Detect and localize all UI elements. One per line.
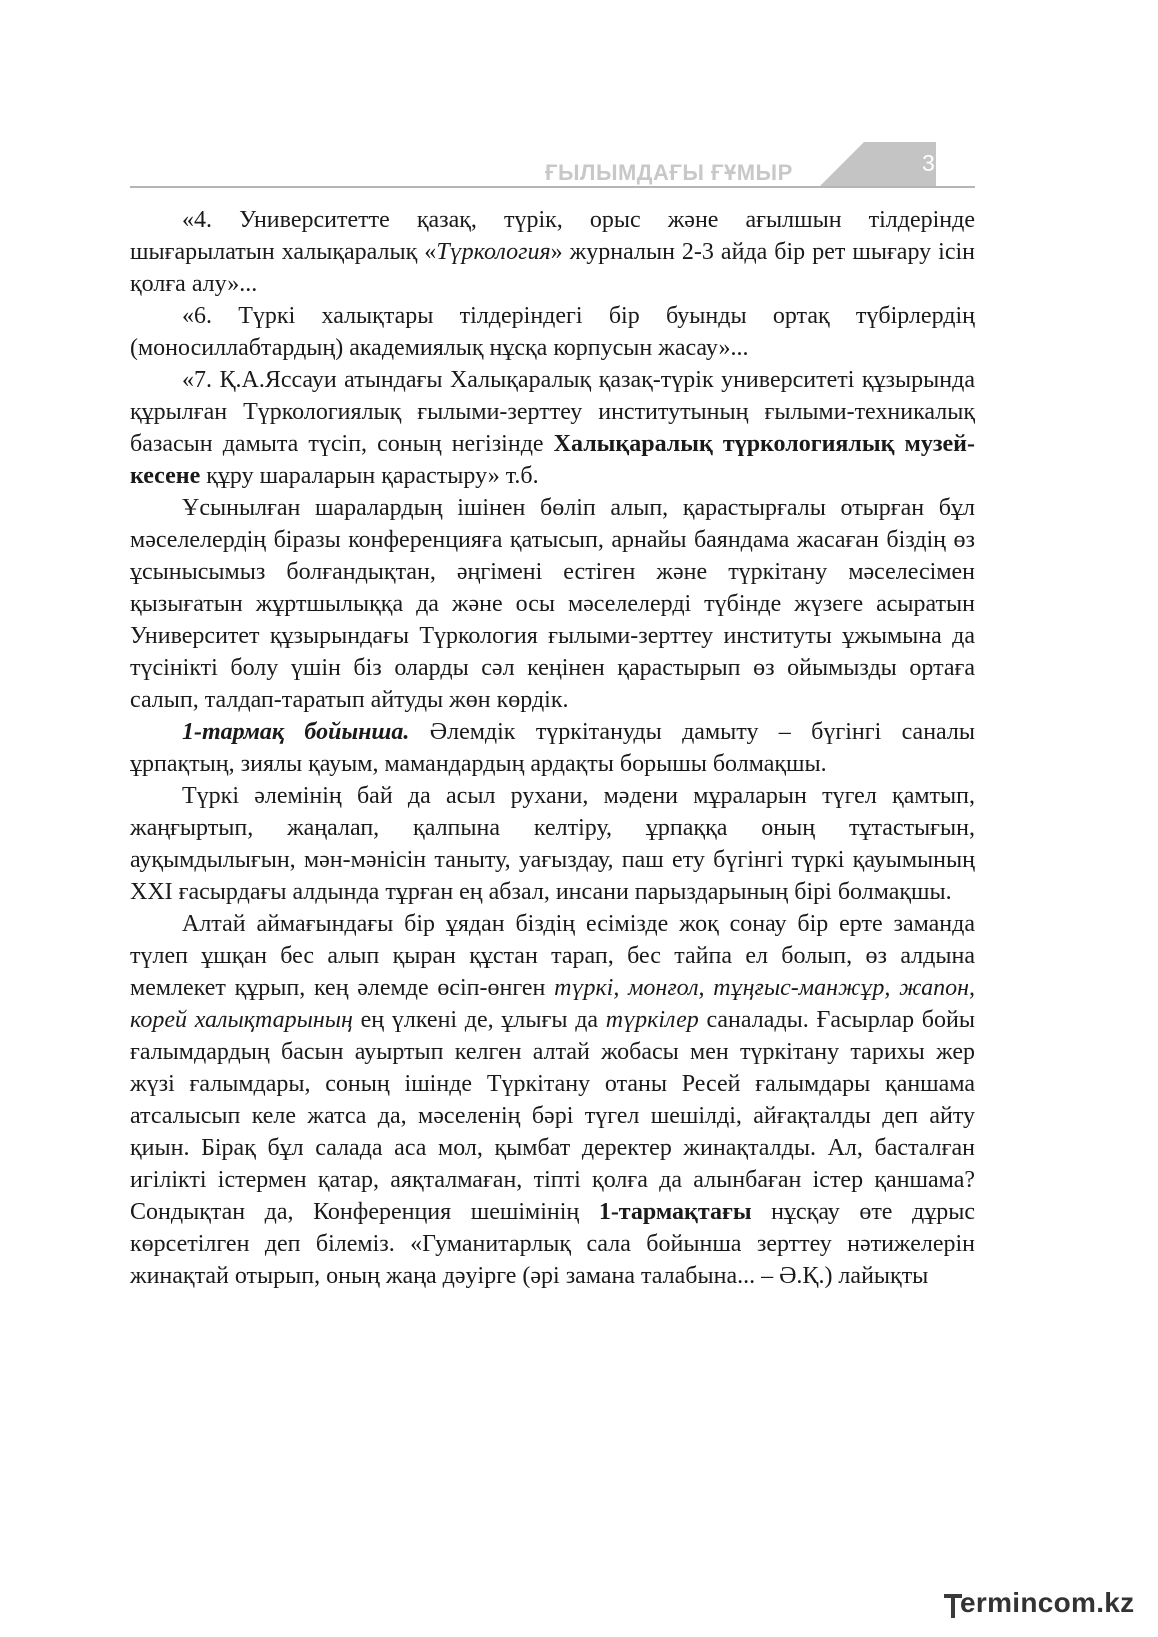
paragraph (130, 300, 975, 364)
text-run: Алтай аймағындағы бір ұядан біздің есімізде жоқ сонау бір ерте заманда түлеп ұшқан бес алып қыран құстан тарап, бес тайпа ел болып, өз алдына мемлекет құрып, кең әлемде өсіп-өнген (130, 911, 975, 1001)
text-run: «4. Университетте қазақ, түрік, орыс және ағылшын тілдерінде шығарылатын халықаралық « (130, 207, 975, 265)
text-run: ең үлкені де, ұлығы да (352, 1007, 606, 1033)
text-run: «6. Түркі халықтары тілдеріндегі бір буынды ортақ түбірлердің (моносиллабтардың) академиялық нұсқа корпусын жасау»... (130, 303, 975, 361)
text-run: Ұсынылған шаралардың ішінен бөліп алып, қарастырғалы отырған бұл мәселелердің біразы конференцияға қатысып, арнайы баяндама жасаған біздің өз ұсынысымыз болғандықтан, әңгімені естіген және түркітану мәселесімен қызығатын жұртшылыққа да және осы мәселелерді түбінде жүзеге асыратын Университет құзырындағы Түркология ғылыми-зерттеу институты ұжымына да түсінікті болу үшін біз оларды сәл кеңінен қарастырып өз ойымызды ортаға салып, талдап-таратып айтуды жөн көрдік. (130, 495, 975, 713)
emphasis-run: Түркология (436, 239, 551, 265)
body-text (130, 204, 975, 1292)
paragraph (130, 716, 975, 780)
paragraph (130, 364, 975, 492)
watermark-text: ermincom.kz (960, 1587, 1135, 1618)
watermark (944, 1583, 1144, 1623)
watermark-t-stem (951, 1594, 955, 1618)
page-header (0, 0, 1158, 200)
emphasis-run: Халықаралық түркологиялық музей-кесене (130, 431, 975, 489)
text-run: » журналын 2-3 айда бір рет шығару ісін қолға алу»... (130, 239, 975, 297)
text-run: құру шараларын қарастыру» т.б. (200, 463, 539, 489)
page-number: 37 (922, 150, 948, 176)
paragraph (130, 204, 975, 300)
running-header-title: ҒЫЛЫМДАҒЫ ҒҰМЫР (545, 160, 793, 185)
text-run: нұсқау өте дұрыс көрсетілген деп білеміз. «Гуманитарлық сала бойынша зерттеу нәтижелерін жинақтай отырып, оның жаңа дәуірге (әрі замана талабына... – Ә.Қ.) лайықты (130, 1199, 976, 1289)
emphasis-run: 1-тармақ бойынша. (182, 719, 410, 745)
header-rule (130, 186, 975, 188)
paragraph (130, 780, 975, 908)
text-run: «7. Қ.А.Яссауи атындағы Халықаралық қазақ-түрік университеті құзырында құрылған Түркологиялық ғылыми-зерттеу институтының ғылыми-техникалық базасын дамыта түсіп, соның негізінде (130, 367, 975, 457)
emphasis-run: түркі, монғол, тұңғыс-манжұр, жапон, корей халықтарының (130, 975, 975, 1033)
emphasis-run: түркілер (605, 1007, 699, 1033)
text-run: саналады. Ғасырлар бойы ғалымдардың басын ауыртып келген алтай жобасы мен түркітану тарихы жер жүзі ғалымдары, соның ішінде Түркітану отаны Ресей ғалымдары қаншама атсалысып келе жатса да, мәселенің бәрі түгел шешілді, айғақталды деп айту қиын. Бірақ бұл салада аса мол, қымбат деректер жинақталды. Ал, басталған игілікті істермен қатар, аяқталмаған, тіпті қолға да алынбаған істер қаншама? Сондықтан да, Конференция шешімінің (130, 1007, 975, 1225)
paragraph (130, 908, 975, 1292)
text-run: Түркі әлемінің бай да асыл рухани, мәдени мұраларын түгел қамтып, жаңғыртып, жаңалап, қалпына келтіру, ұрпаққа оның тұтастығын, ауқымдылығын, мән-мәнісін таныту, уағыздау, паш ету бүгінгі түркі қауымының ХХІ ғасырдағы алдында тұрған ең абзал, инсани парыздарының бірі болмақшы. (130, 783, 975, 905)
header-wedge-shape (820, 142, 936, 188)
emphasis-run: 1-тармақтағы (598, 1199, 752, 1225)
paragraph (130, 492, 975, 716)
text-run: Әлемдік түркітануды дамыту – бүгінгі саналы ұрпақтың, зиялы қауым, мамандардың ардақты борышы болмақшы. (130, 719, 975, 777)
